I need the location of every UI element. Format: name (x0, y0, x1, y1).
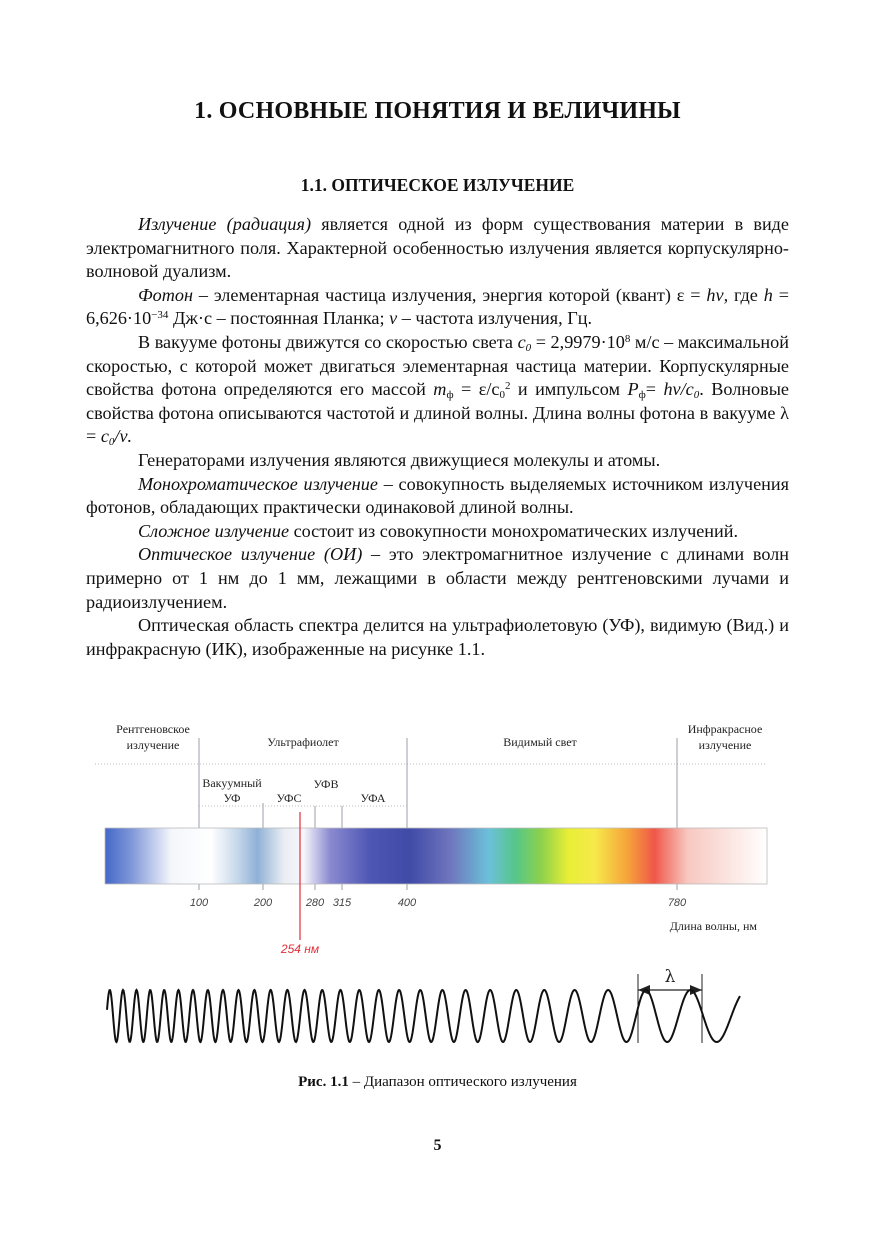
body-text (86, 213, 789, 661)
ir-label-line2: излучение (698, 738, 752, 752)
tick-200: 200 (253, 897, 273, 909)
axis-label: Длина волны, нм (669, 919, 757, 933)
lambda-label: λ (664, 967, 676, 987)
uvc-label: УФС (276, 791, 302, 805)
paragraph-monochromatic: Монохроматическое излучение – совокупность выделяемых источником излучения фотонов, обладающих практически одинаковой длиной волны. (86, 473, 789, 518)
tick-280: 280 (305, 897, 325, 909)
paragraph-photon: Фотон – элементарная частица излучения, энергия которой (квант) ε = hν, где $h = 6,626\cdot 10^{-34}$ Дж·с – постоянная Планка; ν – частота излучения, Гц. (86, 284, 789, 329)
paragraph-complex: Сложное излучение состоит из совокупности монохроматических излучений. (138, 520, 739, 541)
spectrum-figure (95, 718, 785, 1068)
chapter-heading: 1. ОСНОВНЫЕ ПОНЯТИЯ И ВЕЛИЧИНЫ (194, 98, 681, 124)
uvb-label: УФВ (313, 777, 339, 791)
tick-780: 780 (667, 897, 687, 909)
uv-label: Ультрафиолет (267, 735, 339, 749)
paragraph-spectrum: Оптическая область спектра делится на ультрафиолетовую (УФ), видимую (Вид.) и инфракрасную (ИК), изображенные на рисунке 1.1. (86, 615, 789, 659)
vuv-label-line1: Вакуумный (202, 776, 262, 790)
paragraph-radiation: Излучение (радиация) является одной из форм существования материи в виде электромагнитного поля. Характерной особенностью излучения является корпускулярно-волновой дуализм. (86, 214, 790, 282)
marker-254-label: 254 нм (280, 942, 320, 956)
vuv-label-line2: УФ (223, 791, 241, 805)
wavelength-sinewave (107, 990, 740, 1042)
tick-315: 315 (332, 897, 352, 909)
uva-label: УФА (360, 791, 386, 805)
visible-label: Видимый свет (503, 735, 577, 749)
xray-label-line2: излучение (126, 738, 180, 752)
tick-400: 400 (397, 897, 417, 909)
figure-caption: Рис. 1.1 – Диапазон оптического излучения (298, 1074, 577, 1090)
paragraph-speed: В вакууме фотоны движутся со скоростью света $c_0 = 2,9979\cdot 10^8$ м/с – максимальной скоростью, с которой может двигаться элементарная частица материи. Корпускулярные свойства фотона определяются его массой $m_ф = \varepsilon/c_0^2$ и импульсом $P_ф= h\nu/c_0$. Волновые свойства фотона описываются частотой и длиной волны. Длина волны фотона в вакууме $\lambda = c_0/\nu$. (86, 331, 789, 449)
tick-100: 100 (189, 897, 209, 909)
ir-label-line1: Инфракрасное (687, 722, 763, 736)
section-heading: 1.1. ОПТИЧЕСКОЕ ИЗЛУЧЕНИЕ (300, 175, 575, 195)
paragraph-generators: Генераторами излучения являются движущиеся молекулы и атомы. (138, 449, 661, 470)
xray-label-line1: Рентгеновское (116, 722, 190, 736)
paragraph-optical: Оптическое излучение (ОИ) – это электромагнитное излучение с длинами волн примерно от 1 нм до 1 мм, лежащими в области между рентгеновскими лучами и радиоизлучением. (86, 544, 789, 612)
page-number: 5 (433, 1137, 442, 1154)
spectrum-bar (105, 828, 767, 884)
